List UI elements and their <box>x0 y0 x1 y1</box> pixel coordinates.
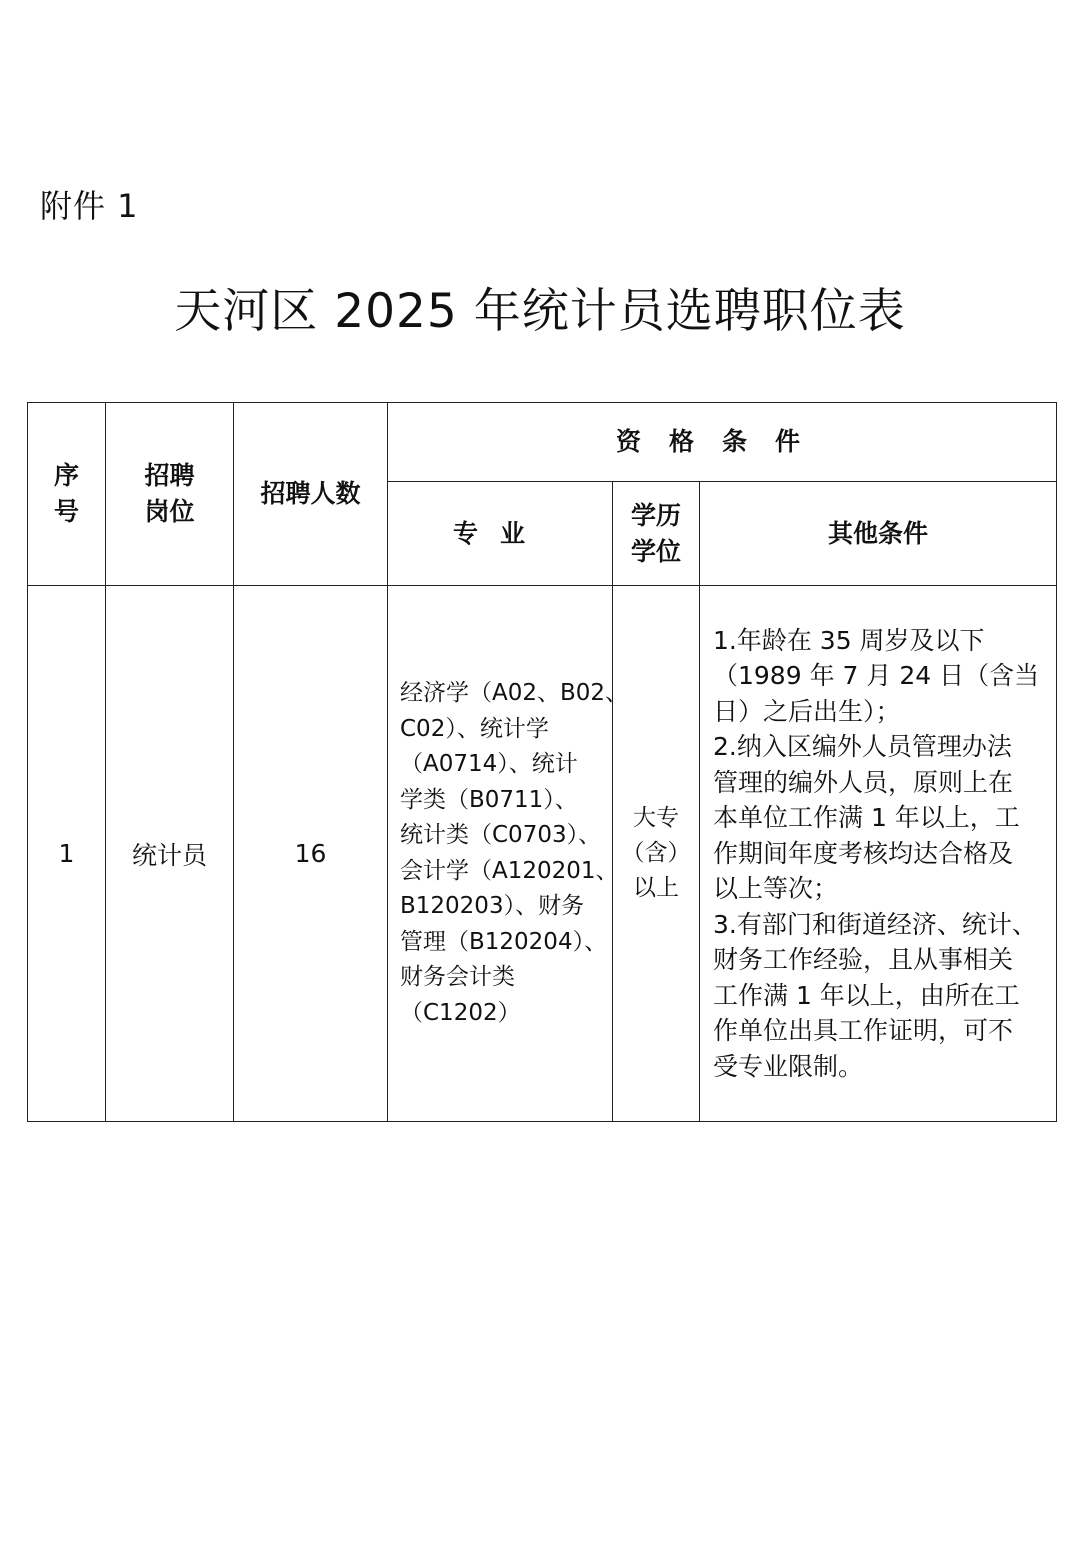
major-line: （A0714）、统计 <box>400 751 578 777</box>
education-line: （含） <box>621 840 691 866</box>
table-row <box>28 586 1057 1122</box>
other-line: 本单位工作满 1 年以上，工 <box>713 803 1020 833</box>
header-count: 招聘人数 <box>234 403 388 586</box>
header-major: 专业 <box>388 482 613 586</box>
header-seq <box>28 403 106 586</box>
other-line: 作期间年度考核均达合格及 <box>713 838 1014 868</box>
major-line: 财务会计类 <box>400 964 515 990</box>
header-education-label: 学历学位 <box>630 500 681 566</box>
other-line: 受专业限制。 <box>713 1051 864 1081</box>
page-title: 天河区 2025 年统计员选聘职位表 <box>174 284 906 339</box>
header-seq-label: 序号 <box>53 461 79 526</box>
header-other: 其他条件 <box>700 482 1057 586</box>
other-line: 3.有部门和街道经济、统计、 <box>713 909 1037 939</box>
other-line: 1.年龄在 35 周岁及以下 <box>713 625 985 655</box>
major-line: 学类（B0711）、 <box>400 786 578 813</box>
education-line: 以上 <box>633 875 679 901</box>
cell-position: 统计员 <box>106 586 234 1122</box>
major-line: 管理（B120204）、 <box>400 928 608 955</box>
major-line: 经济学（A02、B02、 <box>400 680 629 706</box>
other-line: 管理的编外人员，原则上在 <box>713 767 1014 797</box>
header-position <box>106 403 234 586</box>
major-line: 会计学（A120201、 <box>400 857 619 884</box>
major-line: B120203）、财务 <box>400 893 585 919</box>
major-line: 统计类（C0703）、 <box>400 822 602 848</box>
attachment-label: 附件 1 <box>40 187 139 225</box>
other-line: 财务工作经验，且从事相关 <box>713 945 1014 975</box>
other-line: 工作满 1 年以上，由所在工 <box>713 980 1020 1010</box>
major-line: C02）、统计学 <box>400 715 549 742</box>
header-row-1 <box>28 403 1057 482</box>
major-line: （C1202） <box>400 999 521 1026</box>
cell-other-conditions <box>700 586 1057 1122</box>
cell-count: 16 <box>234 586 388 1122</box>
education-line: 大专 <box>633 805 679 831</box>
other-line: 日）之后出生）； <box>713 696 901 726</box>
other-line: 以上等次； <box>713 874 839 904</box>
positions-table <box>27 402 1057 1122</box>
header-position-label: 招聘岗位 <box>144 461 195 526</box>
other-line: 作单位出具工作证明，可不 <box>713 1016 1014 1046</box>
cell-education <box>613 586 700 1122</box>
cell-seq: 1 <box>28 586 106 1122</box>
other-line: 2.纳入区编外人员管理办法 <box>713 732 1012 762</box>
cell-major <box>388 586 629 1122</box>
header-qualifications: 资格条件 <box>388 403 1057 482</box>
other-line: （1989 年 7 月 24 日（含当 <box>713 661 1040 691</box>
header-education <box>613 482 700 586</box>
